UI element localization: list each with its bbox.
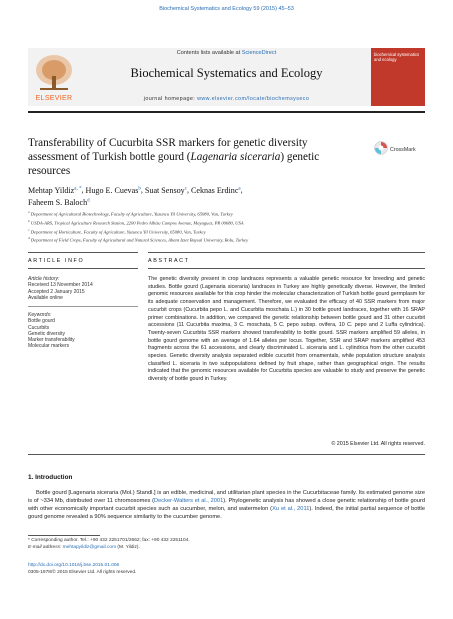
keywords [28,312,138,350]
history-item: Received 13 November 2014 [28,282,93,289]
keyword: Genetic diversity [28,330,65,337]
corresponding-author-note [28,538,328,551]
keywords-rule [28,306,138,307]
author-list: Mehtap Yildiz$^{a, *}$, Hugo E. Cuevas$^b$, Suat Sensoy$^c$, Ceknas Erdinc$^a$, Faheem S. Baloch$^d$ [28,185,243,208]
affiliation: $^a$ Department of Agricultural Biotechnology, Faculty of Agriculture, Yuzuncu Yil University, 65080, Van, Turkey [28,210,233,217]
affiliation: $^d$ Department of Field Crops, Faculty of Agricultural and Natural Sciences, Abant Izzet Baysal University, Bolu, Turkey [28,236,249,244]
journal-cover-title: biochemical systematics and ecology [374,52,420,62]
abstract-heading: ABSTRACT [148,258,190,264]
doi-link[interactable]: http://dx.doi.org/10.1016/j.bse.2015.01.006 [28,563,120,568]
masthead-divider [28,111,425,113]
article-history [28,276,138,301]
keywords-label: Keywords: [28,312,52,318]
keyword: Cucurbits [28,324,50,331]
journal-reference[interactable]: Biochemical Systematics and Ecology 59 (2015) 45–53 [159,6,294,12]
citation-link[interactable]: Xu et al., 2011 [272,505,310,512]
author[interactable]: Suat Sensoy$^c$ [144,185,187,195]
sciencedirect-link[interactable]: ScienceDirect [241,50,277,56]
intro-paragraph: Bottle gourd [Lagenaria siceraria (Mol.) Standl.] is an edible, medicinal, and utilitarian plant species in the Cucurbitaceae family. Its estimated genome size is of ~334 Mb, distributed over 11 chromosomes (Decker-Walters et al., 2001). Phylogenetic analysis has showed a close genetic relationship of bottle gourd with other economically important cucurbit species such as cucumber, melon, and watermelon (Xu et al., 2011). Indeed, the initial partial sequence of bottle gourd genome revealed a 90% sequence similarity to the cucumber genome. [28,490,425,520]
affiliation: $^c$ Department of Horticulture, Faculty of Agriculture, Yuzuncu Yil University, 65080, Van, Turkey [28,227,206,235]
title-part-1: Transferability of Cucurbita SSR markers for genetic diversity assessment of Turkish bottle gourd ( [28,137,308,163]
article-info-sub-rule [28,268,138,269]
keyword: Molecular markers [28,343,70,350]
abstract-top-rule [148,252,425,253]
crossmark-label[interactable]: CrossMark [390,147,416,153]
abstract-sub-rule [148,268,425,269]
history-item: Accepted 2 January 2015 [28,288,85,295]
footnote-rule [28,535,100,536]
affiliation: $^b$ USDA-ARS, Tropical Agriculture Research Station, 2200 Pedro Albizu Campos Avenue, Mayaguez, PR 00680, USA [28,218,244,226]
article-info-top-rule [28,252,138,253]
author[interactable]: Hugo E. Cuevas$^b$ [85,185,141,195]
abstract-bottom-rule [28,454,425,455]
elsevier-wordmark: ELSEVIER [35,95,73,102]
contents-prefix: Contents lists available at [176,50,241,56]
keyword: Bottle gourd [28,318,55,325]
article-info-heading: ARTICLE INFO [28,258,85,264]
affiliations [28,209,418,244]
email-line: E-mail address: mehtapyildiz@gmail.com (M. Yildiz). [28,544,140,550]
copyright: © 2015 Elsevier Ltd. All rights reserved. [331,441,425,447]
doi-block [28,563,328,576]
homepage-link[interactable]: www.elsevier.com/locate/biochemsyseco [197,96,310,102]
article-title [28,136,358,178]
issn-line: 0305-1978/© 2015 Elsevier Ltd. All rights reserved. [28,569,137,575]
email-link[interactable]: mehtapyildiz@gmail.com [62,544,117,550]
journal-title: Biochemical Systematics and Ecology [130,66,323,80]
title-part-2: Lagenaria siceraria [190,151,281,163]
title-part-3: ) genetic resources [28,151,320,177]
homepage-prefix: journal homepage: [143,96,196,102]
history-label: Article history: [28,276,60,282]
author[interactable]: Ceknas Erdinc$^a$ [190,185,241,195]
crossmark-icon[interactable] [374,141,388,155]
history-item: Available online [28,294,63,301]
author[interactable]: Mehtap Yildiz$^{a, *}$ [28,185,82,195]
abstract-text: The genetic diversity present in crop landraces represents a valuable genetic resource for breeding and genetic studies. Bottle gourd (Lagenaria siceraria) landraces in Turkey are highly genetically diverse. However, the limited genomic resources available for this crop hinder the molecular characterization of Turkish bottle gourd germplasm for its adequate conservation and management. Therefore, we evaluated the efficacy of 40 SSR markers from major cucurbit crops (Cucurbita pepo L. and Cucurbita moschata L.) in 30 bottle gourd landraces, together with 16 SRAP primer combinations. In addition, we compared the genetic relationship between bottle gourd and 31 other cucurbit accessions (11 Cucurbita maxima, 3 C. moschata, 5 C. pepo subsp. ovifera, 10 C. pepo and 2 Luffa cylindrica). Twenty-seven Cucurbita SSR markers showed transferability to bottle gourd. SSR markers amplified 59 alleles, in bottle gourd genome with an average of 1.64 alleles per locus. Together, SSR and SRAP markers amplified 453 fragments across the 61 accessions, and clearly discriminated L. siceraria and L. cylindrica from the other cucurbit species. Genetic diversity analysis separated edible cucurbit from ornamentals, while population structure analysis classified L. siceraria in two subpopulations defined by fruit shape, rather than geographical origin. The results indicated that the genomic resources available for Cucurbita species are valuable to study and preserve the genetic diversity of bottle gourd in Turkey. [148,276,425,383]
keyword: Marker transferability [28,337,75,344]
author[interactable]: Faheem S. Baloch$^d$ [28,198,90,208]
citation-link[interactable]: Decker-Walters et al., 2001 [154,497,224,504]
corresponding-line: * Corresponding author. Tel.: +90 432 2251701/2662; fax: +90 432 2251104. [28,538,190,543]
section-heading: 1. Introduction [28,474,73,481]
